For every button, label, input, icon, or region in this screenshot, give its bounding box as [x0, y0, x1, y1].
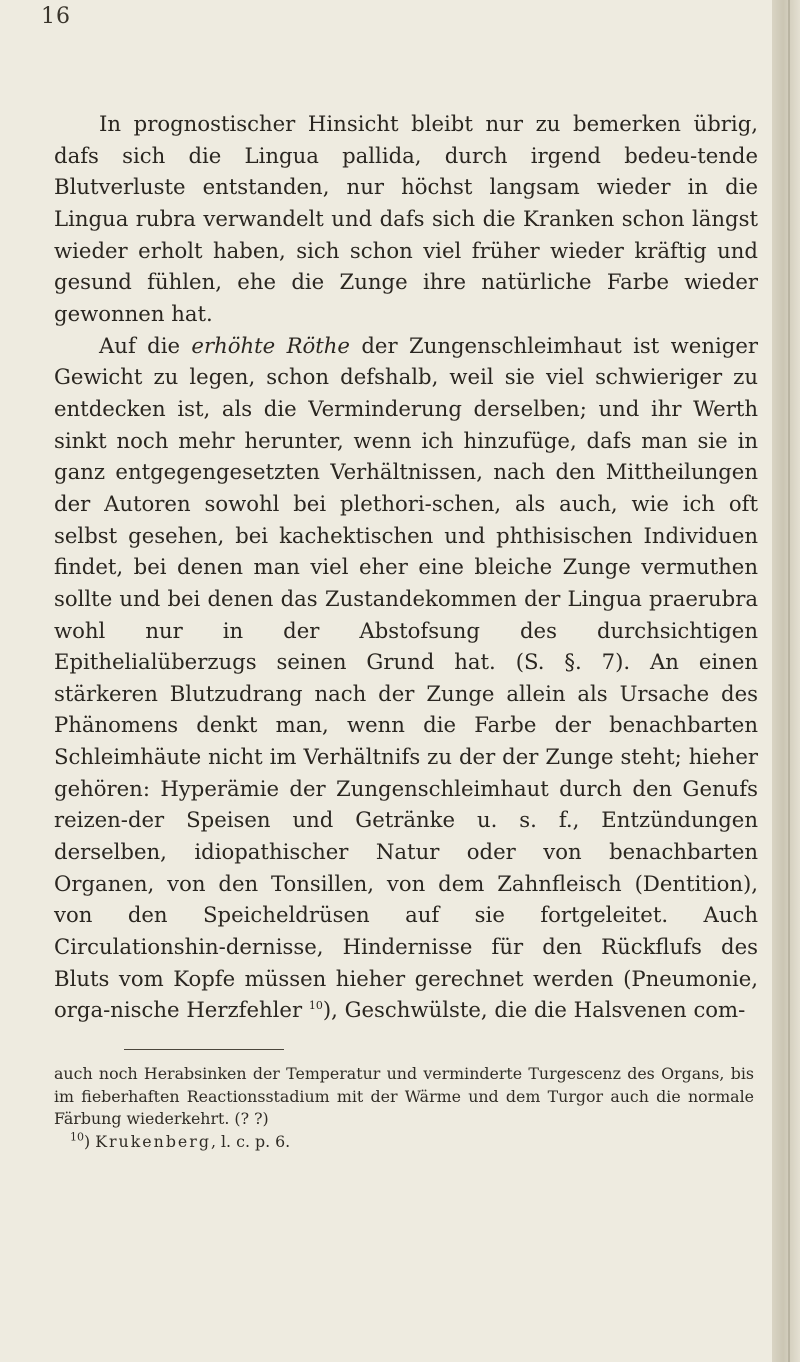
paragraph-tail: ), Geschwülste, die die Halsvenen com-: [322, 997, 746, 1023]
footnotes: [54, 1063, 754, 1153]
paragraph-lead: Auf die: [99, 332, 192, 358]
footnote-continuation: auch noch Herabsinken der Temperatur und verminderte Turgescenz des Organs, bis im fieberhaften Reactionsstadium mit der Wärme und dem Turgor auch die normale Färbung wiederkehrt. (? ?): [54, 1064, 754, 1128]
footnote-separator: [124, 1049, 284, 1050]
page-edge: [772, 0, 800, 1362]
footnote-mark: 10: [70, 1130, 84, 1144]
italic-term: erhöhte Röthe: [191, 332, 350, 358]
footnote-reference: 10: [308, 999, 323, 1013]
page-number: 16: [41, 4, 71, 29]
paragraph-prognosis: In prognostischer Hinsicht bleibt nur zu bemerken übrig, dafs sich die Lingua pallida, durch irgend bedeu-tende Blutverluste entstanden, nur höchst langsam wieder in die Lingua rubra verwandelt und dafs sich die Kranken schon längst wieder erholt haben, sich schon viel früher wieder kräftig und gesund fühlen, ehe die Zunge ihre natürliche Farbe wieder gewonnen hat.: [54, 111, 758, 326]
main-text: [54, 108, 758, 1026]
footnote-10: [54, 1131, 754, 1154]
footnote-author: Krukenberg: [95, 1131, 211, 1151]
paragraph-body: der Zungenschleimhaut ist weniger Gewicht zu legen, schon defshalb, weil sie viel schwieriger zu entdecken ist, als die Verminderung derselben; und ihr Werth sinkt noch mehr herunter, wenn ich hinzufüge, dafs man sie in ganz entgegengesetzten Verhältnissen, nach den Mittheilungen der Autoren sowohl bei plethori-schen, als auch, wie ich oft selbst gesehen, bei kachektischen und phthisischen Individuen findet, bei denen man viel eher eine bleiche Zunge vermuthen sollte und bei denen das Zustandekommen der Lingua praerubra wohl nur in der Abstofsung des durchsichtigen Epithelialüberzugs seinen Grund hat. (S. §. 7). An einen stärkeren Blutzudrang nach der Zunge allein als Ursache des Phänomens denkt man, wenn die Farbe der benachbarten Schleimhäute nicht im Verhältnifs zu der der Zunge steht; hieher gehören: Hyperämie der Zungenschleimhaut durch den Genufs reizen-der Speisen und Getränke u. s. f., Entzündungen derselben, idiopathischer Natur oder von benachbarten Organen, von den Tonsillen, von dem Zahnfleisch (Dentition), von den Speicheldrüsen auf sie fortgeleitet. Auch Circulationshin-dernisse, Hindernisse für den Rückflufs des Bluts vom Kopfe müssen hieher gerechnet werden (Pneumonie, orga-nische Herzfehler: [54, 332, 758, 1023]
footnote-mark-close: ): [84, 1131, 91, 1151]
paragraph-erhoehte-roethe: [54, 330, 758, 1026]
page-edge-line: [788, 0, 790, 1362]
footnote-citation: , l. c. p. 6.: [210, 1131, 291, 1151]
